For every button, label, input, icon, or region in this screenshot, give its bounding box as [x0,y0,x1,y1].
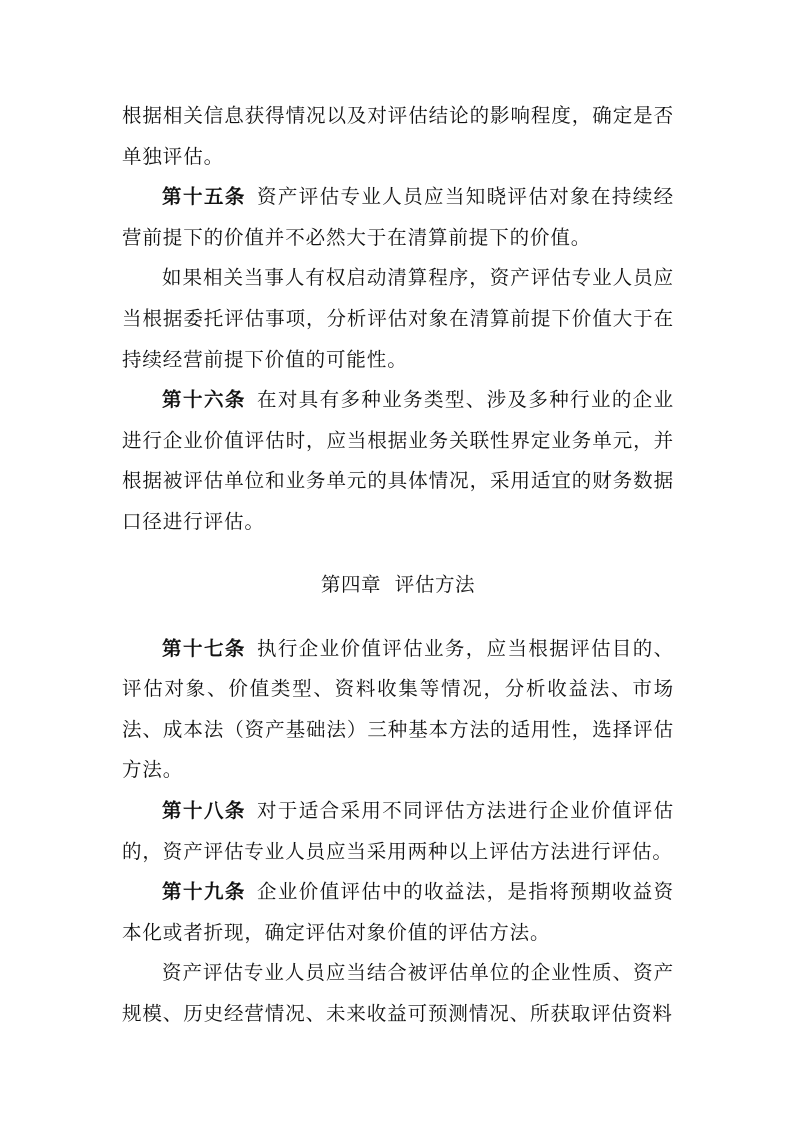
article-17 [122,629,674,791]
article-number: 第十七条 [162,636,246,660]
article-18 [122,791,674,872]
chapter-heading: 第四章 评估方法 [320,572,476,596]
paragraph-continuation [122,96,674,177]
article-19-paragraph-2 [122,953,674,1034]
article-number: 第十九条 [162,880,246,904]
article-15-paragraph-2 [122,258,674,380]
paragraph-text: 企业价值评估中的收益法，是指将预期收益资本化或者折现，确定评估对象价值的评估方法。 [122,880,674,944]
document-page [122,96,674,1034]
article-15 [122,177,674,258]
paragraph-text: 执行企业价值评估业务，应当根据评估目的、评估对象、价值类型、资料收集等情况，分析收益法、市场法、成本法（资产基础法）三种基本方法的适用性，选择评估方法。 [122,636,674,782]
paragraph-text: 在对具有多种业务类型、涉及多种行业的企业进行企业价值评估时，应当根据业务关联性界定业务单元，并根据被评估单位和业务单元的具体情况，采用适宜的财务数据口径进行评估。 [122,388,674,533]
paragraph-text: 如果相关当事人有权启动清算程序，资产评估专业人员应当根据委托评估事项，分析评估对象在清算前提下价值大于在持续经营前提下价值的可能性。 [122,266,674,371]
paragraph-text: 对于适合采用不同评估方法进行企业价值评估的，资产评估专业人员应当采用两种以上评估方法进行评估。 [122,798,674,863]
article-number: 第十六条 [162,388,246,412]
article-number: 第十五条 [162,185,246,209]
article-16 [122,380,674,542]
paragraph-text: 资产评估专业人员应当结合被评估单位的企业性质、资产规模、历史经营情况、未来收益可预测情况、所获取评估资料 [122,961,674,1025]
article-19 [122,872,674,953]
article-number: 第十八条 [162,798,246,822]
paragraph-text: 根据相关信息获得情况以及对评估结论的影响程度，确定是否单独评估。 [122,104,674,168]
paragraph-text: 资产评估专业人员应当知晓评估对象在持续经营前提下的价值并不必然大于在清算前提下的价值。 [122,185,674,249]
